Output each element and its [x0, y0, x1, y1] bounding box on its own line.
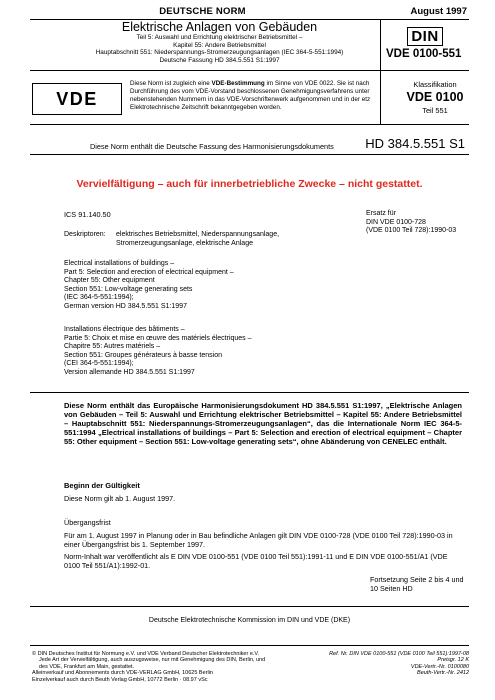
- english-title-line: Part 5: Selection and erection of electrical equipment –: [64, 268, 234, 276]
- vde-statement-line: Durchführung des vom VDE-Vorstand beschlossenen Genehmigungsverfahrens unter: [130, 88, 370, 95]
- din-logo-block: [386, 27, 462, 60]
- title-sub-line: Hauptabschnitt 551: Niederspannungs-Stromerzeugungsanlagen (IEC 364-5-551:1994): [95, 49, 344, 57]
- footer-line: des VDE, Frankfurt am Main, gestattet.: [39, 663, 135, 670]
- vde-statement: [130, 80, 384, 112]
- lower-rule: [30, 124, 469, 125]
- din-number: VDE 0100-551: [386, 48, 462, 60]
- gueltigkeit-heading: Beginn der Gültigkeit: [64, 481, 140, 490]
- gueltigkeit-text: Diese Norm gilt ab 1. August 1997.: [64, 494, 176, 503]
- fortsetzung: [370, 576, 464, 593]
- english-title-line: Section 551: Low-voltage generating sets: [64, 285, 193, 293]
- norm-label: DEUTSCHE NORM: [159, 6, 246, 17]
- footer-line: Einzelverkauf auch durch Beuth Verlag GmbH, 10772 Berlin · 08.97 vSc: [32, 676, 208, 683]
- french-title-line: Partie 5: Choix et mise en œuvre des matériels électriques –: [64, 334, 252, 342]
- footer-line: Jede Art der Vervielfältigung, auch auszugsweise, nur mit Genehmigung des DIN, Berlin, und: [39, 657, 266, 664]
- kommission: Deutsche Elektrotechnische Kommission im DIN und VDE (DKE): [148, 617, 351, 624]
- vde-logo: VDE: [32, 83, 122, 115]
- ersatz-line: Ersatz für: [366, 210, 396, 217]
- deskriptoren-line: Stromerzeugungsanlage, elektrische Anlage: [116, 239, 253, 247]
- french-title-line: Section 551: Groupes générateurs à basse tension: [64, 351, 222, 359]
- ersatz-line: DIN VDE 0100-728: [366, 218, 426, 226]
- french-title-line: (CEI 364-5-551:1994);: [64, 360, 134, 368]
- fortsetzung-line: Fortsetzung Seite 2 bis 4 und: [370, 575, 464, 584]
- deskriptoren-line: elektrisches Betriebsmittel, Niederspannungsanlage,: [116, 231, 280, 238]
- deskriptoren-values: [116, 231, 279, 248]
- issue-date: August 1997: [410, 6, 467, 17]
- title-sub-line: Kapitel 55: Andere Betriebsmittel: [173, 41, 266, 49]
- title-sub-line: Deutsche Fassung HD 384.5.551 S1:1997: [159, 56, 280, 64]
- footer-ref-line: Beuth-Vertr.-Nr. 2412: [417, 670, 469, 677]
- din-logo: DIN: [407, 27, 442, 46]
- french-title-block: [64, 326, 252, 378]
- english-title-line: German version HD 384.5.551 S1:1997: [64, 302, 187, 310]
- title-sub-line: Teil 5: Auswahl und Errichtung elektrischer Betriebsmittel –: [136, 34, 303, 41]
- footer-ref-line: Ref. Nr. DIN VDE 0100-551 (VDE 0100 Teil 551):1997-08: [329, 651, 469, 657]
- footer-ref-line: VDE-Vertr.-Nr. 0100080: [410, 663, 469, 670]
- footer-rule: [30, 645, 469, 646]
- klassifikation-label: Klassifikation: [413, 80, 457, 89]
- para-rule: [30, 392, 469, 393]
- footer-copyright: [32, 651, 322, 683]
- klassifikation-block: [380, 80, 490, 115]
- french-title-line: Installations électrique des bâtiments –: [64, 326, 185, 333]
- vde-statement-line: Elektrotechnische Zeitschrift bekanntgegeben worden.: [130, 104, 282, 111]
- english-title-line: (IEC 364-5-551:1994);: [64, 294, 134, 302]
- hd-number: HD 384.5.551 S1: [365, 136, 465, 151]
- vde-statement-line: Diese Norm ist zugleich eine VDE-Bestimmung im Sinne von VDE 0022. Sie ist nach: [130, 80, 370, 87]
- mid-rule: [30, 70, 469, 71]
- klassifikation-teil: Teil 551: [422, 106, 448, 115]
- uebergang-text: Für am 1. August 1997 in Planung oder in Bau befindliche Anlagen gilt DIN VDE 0100-728 (VDE 0100 Teil 728):1990-03 in einer Übergangsfrist bis 1. September 1997.: [64, 531, 453, 549]
- french-title-line: Chapitre 55: Autres matériels –: [64, 343, 161, 351]
- fassung-rule: [30, 154, 469, 155]
- norm-inhalt-text: Norm-Inhalt war veröffentlicht als E DIN VDE 0100-551 (VDE 0100 Teil 551):1991-11 und E DIN VDE 0100-551/A1 (VDE 0100 Teil 551/A1):1992-01.: [64, 552, 448, 570]
- ics-code: ICS 91.140.50: [64, 210, 111, 219]
- fortsetzung-line: 10 Seiten HD: [370, 583, 413, 593]
- english-title-block: [64, 260, 234, 312]
- document-title: Elektrische Anlagen von Gebäuden: [121, 20, 318, 34]
- english-title-line: Electrical installations of buildings –: [64, 260, 175, 267]
- klassifikation-value: VDE 0100: [406, 90, 464, 104]
- vde-statement-line: nebenstehenden Nummern in das VDE-Vorschriftenwerk aufgenommen und in der etz: [130, 96, 371, 103]
- copy-warning: Vervielfältigung – auch für innerbetriebliche Zwecke – nicht gestattet.: [76, 178, 423, 190]
- kommission-rule-top: [30, 606, 469, 607]
- footer-reference: [309, 651, 469, 677]
- main-paragraph: Diese Norm enthält das Europäische Harmonisierungsdokument HD 384.5.551 S1:1997, „Elektrische Anlagen von Gebäuden – Teil 5: Auswahl und Errichtung elektrischer Betriebsmittel – Kapitel 55: Andere Betriebsmittel – Hauptabschnitt 551: Niederspannungs-Stromerzeugungsanlagen“, das die Internationale Norm IEC 364-5-551:1994 „Electrical installations of buildings – Part 5: Selection and erection of electrical equipment – Chapter 55: Other equipment – Section 551: Low-voltage generating sets“, ohne Abänderung von CENELEC enthält.: [64, 401, 462, 446]
- english-title-line: Chapter 55: Other equipment: [64, 277, 155, 285]
- ersatz-line: (VDE 0100 Teil 728):1990-03: [366, 227, 457, 234]
- footer-ref-line: Preisgr. 12 K: [437, 657, 469, 664]
- title-block: [59, 20, 381, 70]
- fassung-text: Diese Norm enthält die Deutsche Fassung des Harmonisierungsdokuments: [90, 142, 334, 151]
- uebergang-heading: Übergangsfrist: [64, 518, 111, 527]
- ersatz-block: [366, 210, 456, 236]
- french-title-line: Version allemande HD 384.5.551 S1:1997: [64, 368, 195, 376]
- deskriptoren-label: Deskriptoren:: [64, 231, 106, 238]
- footer-line: © DIN Deutsches Institut für Normung e.V. und VDE Verband Deutscher Elektrotechniker e.V.: [32, 651, 260, 657]
- footer-line: Alleinverkauf und Abonnements durch VDE-VERLAG GmbH, 10625 Berlin: [32, 670, 213, 677]
